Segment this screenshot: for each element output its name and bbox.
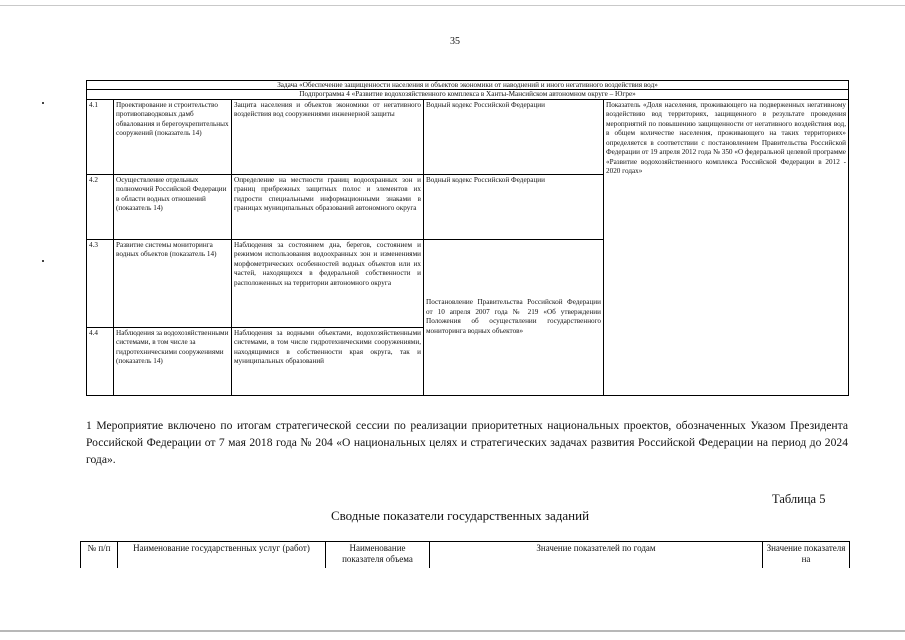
row-basis: Постановление Правительства Российской Федерации от 10 апреля 2007 года № 219 «Об утверждении Положения об осуществлении государственного мониторинга водных объектов» [424,239,604,395]
subprogram-header: Подпрограмма 4 «Развитие водохозяйственного комплекса в Ханты-Мансийском автономном округе – Югре» [87,90,849,99]
header-value-at: Значение показателя на [763,542,850,569]
row-content: Наблюдения за водными объектами, водохозяйственными системами, в том числе гидротехническими сооружениями, находящимися в собственности края округа, так и муниципальных образований [232,327,424,395]
summary-table-header [80,541,850,568]
row-content: Наблюдения за состоянием дна, берегов, состоянием и режимом использования водоохранных зон и изменениями морфометрических особенностей водных объектов или их частей, находящихся в федеральной собственности и расположенных на территории автономного округа [232,239,424,327]
row-number: 4.1 [87,99,114,174]
footnote: 1 Мероприятие включено по итогам стратегической сессии по реализации приоритетных национальных проектов, обозначенных Указом Президента Российской Федерации от 7 мая 2018 года № 204 «О национальных целях и стратегических задачах развития Российской Федерации на период до 2024 года». [86,419,848,466]
row-name: Проектирование и строительство противопаводковых дамб обвалования и берегоукрепительных сооружений (показатель 14) [114,99,232,174]
header-number: № п/п [81,542,118,569]
scan-edge-bottom [0,630,905,632]
activities-table [86,80,849,396]
row-number: 4.2 [87,174,114,239]
page-number: 35 [450,36,460,47]
row-content: Защита населения и объектов экономики от негативного воздействия вод сооружениями инженерной защиты [232,99,424,174]
scan-speck [42,102,44,104]
table-label: Таблица 5 [772,492,826,506]
row-number: 4.4 [87,327,114,395]
row-name: Наблюдения за водохозяйственными системами, в том числе за гидротехническими сооружениями (показатель 14) [114,327,232,395]
table-row [87,99,849,174]
row-content: Определение на местности границ водоохранных зон и границ прибрежных защитных полос и элементов их гидрости специальными информационными знаками в границах муниципальных образований автономного округа [232,174,424,239]
row-basis: Водный кодекс Российской Федерации [424,174,604,239]
scan-speck [42,260,44,262]
header-service-name: Наименование государственных услуг (работ) [118,542,326,569]
scan-edge-top [0,5,905,6]
header-indicator-name: Наименование показателя объема [326,542,430,569]
row-basis: Водный кодекс Российской Федерации [424,99,604,174]
header-values-by-year: Значение показателей по годам [430,542,763,569]
row-name: Осуществление отдельных полномочий Российской Федерации в области водных отношений (показатель 14) [114,174,232,239]
table-title: Сводные показатели государственных заданий [330,508,590,523]
row-name: Развитие системы мониторинга водных объектов (показатель 14) [114,239,232,327]
row-number: 4.3 [87,239,114,327]
indicator-description: Показатель «Доля населения, проживающего на подверженных негативному воздействию вод территориях, защищенного в результате проведения мероприятий по повышению защищенности от негативного воздействия вод, в общем количестве населения, проживающего на таких территориях» определяется в соответствии с постановлением Правительства Российской Федерации от 19 апреля 2012 года № 350 «О федеральной целевой программе «Развитие водохозяйственного комплекса Российской Федерации в 2012 - 2020 годах» [604,99,849,395]
task-header: Задача «Обеспечение защищенности населения и объектов экономики от наводнений и иного негативного воздействия вод» [87,81,849,90]
